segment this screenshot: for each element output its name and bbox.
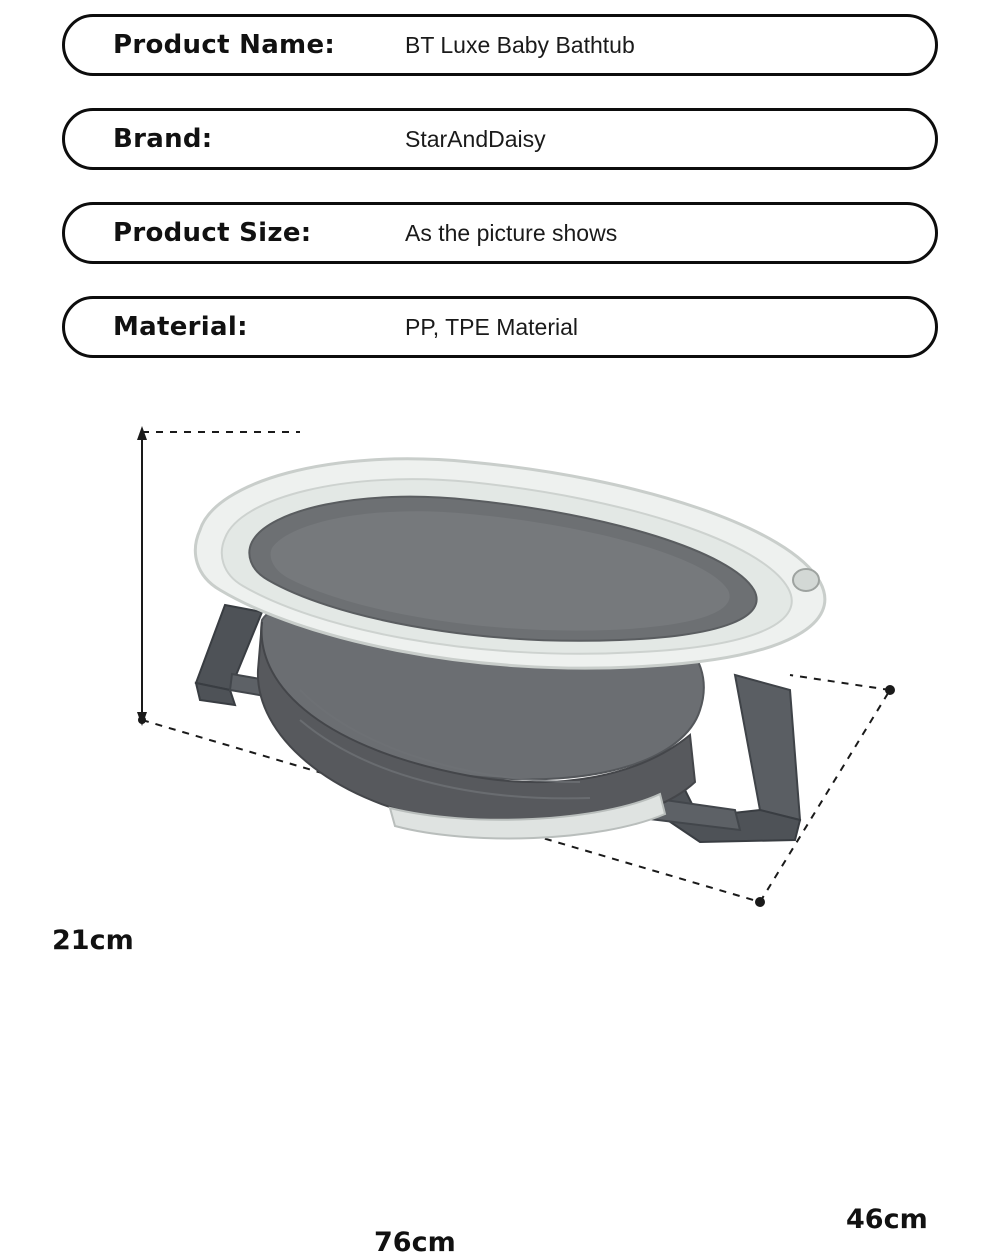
dimension-label-height: 21cm [52, 925, 134, 956]
spec-label-brand: Brand: [113, 124, 213, 154]
spec-value-brand: StarAndDaisy [405, 125, 546, 152]
product-spec-table [62, 14, 938, 390]
table-row [62, 296, 938, 358]
dimension-label-width: 76cm [374, 1227, 456, 1258]
table-row [62, 108, 938, 170]
spec-label-product-size: Product Size: [113, 218, 312, 248]
dimension-label-depth: 46cm [846, 1204, 928, 1235]
table-row [62, 202, 938, 264]
table-row [62, 14, 938, 76]
spec-label-product-name: Product Name: [113, 30, 336, 60]
drain-plug-icon [793, 569, 819, 591]
spec-value-product-size: As the picture shows [405, 219, 618, 246]
spec-value-product-name: BT Luxe Baby Bathtub [405, 31, 635, 58]
spec-label-material: Material: [113, 312, 248, 342]
bathtub-illustration [0, 390, 1000, 1000]
product-dimension-figure [0, 390, 1000, 1258]
spec-value-material: PP, TPE Material [405, 313, 579, 340]
